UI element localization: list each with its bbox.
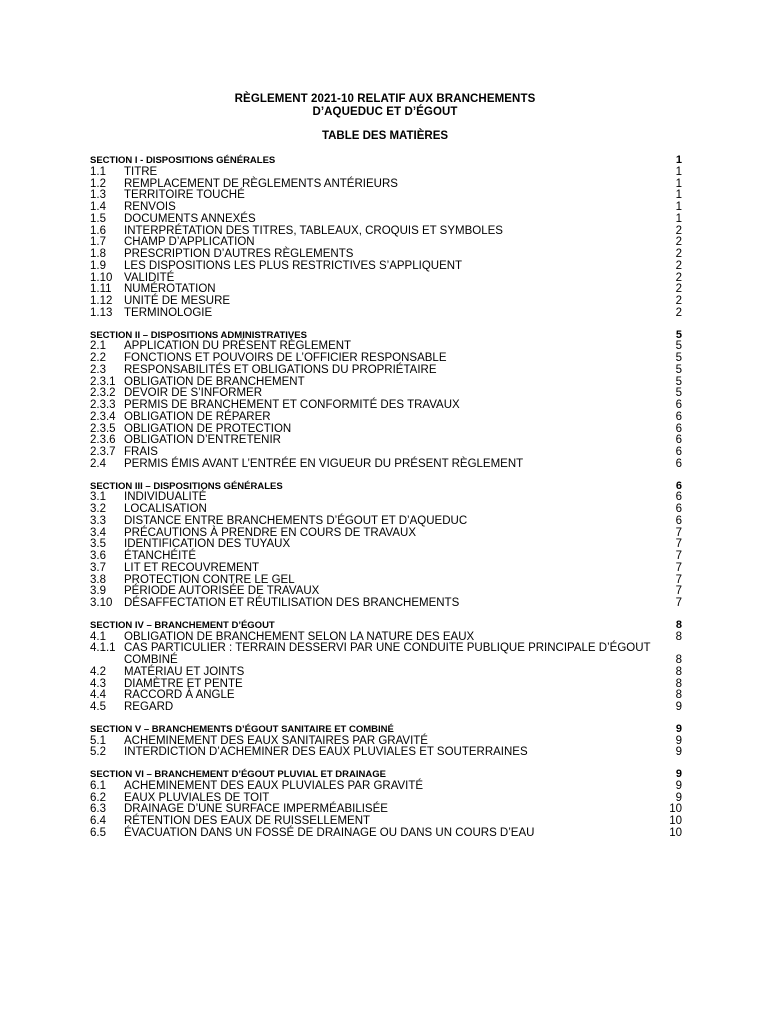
entry-page-number: 5 (675, 352, 682, 364)
entry-number: 1.12 (90, 295, 113, 307)
entry-label: UNITÉ DE MESURE (124, 295, 231, 307)
toc-section (90, 330, 682, 471)
entry-label: TERRITOIRE TOUCHÉ (124, 189, 245, 202)
entry-label: VALIDITÉ (124, 271, 175, 284)
entry-page-number: 5 (675, 387, 682, 400)
entry-label: PRÉCAUTIONS À PRENDRE EN COURS DE TRAVAUX (124, 526, 417, 539)
entry-page-number: 8 (675, 689, 682, 702)
toc-heading: TABLE DES MATIÈRES (321, 130, 449, 142)
toc-entry (90, 202, 682, 214)
section-heading-label: SECTION II – DISPOSITIONS ADMINISTRATIVES (90, 329, 307, 341)
entry-label: OBLIGATION DE RÉPARER (124, 410, 271, 423)
entry-number: 5.2 (90, 746, 106, 759)
entry-label: RESPONSABILITÉS ET OBLIGATIONS DU PROPRIÉTAIRE (124, 363, 437, 376)
toc-entry (90, 747, 682, 759)
entry-page-number: 8 (675, 630, 682, 643)
entry-label: PRESCRIPTION D’AUTRES RÈGLEMENTS (124, 248, 354, 260)
entry-number: 4.4 (90, 689, 106, 702)
entry-label: FONCTIONS ET POUVOIRS DE L’OFFICIER RESPONSABLE (124, 352, 447, 364)
entry-page-number: 6 (675, 503, 682, 515)
section-page-number: 9 (675, 722, 682, 735)
entry-label: DEVOIR DE S’INFORMER (124, 387, 263, 400)
document-title (0, 93, 770, 119)
entry-number: 2.3.4 (90, 410, 116, 423)
entry-label: ÉVACUATION DANS UN FOSSÉ DE DRAINAGE OU DANS UN COURS D’EAU (124, 826, 535, 839)
entry-number: 3.1 (90, 491, 106, 504)
entry-label: REGARD (124, 701, 174, 713)
entry-number: 1.10 (90, 271, 113, 284)
toc-entry (90, 167, 682, 179)
toc-section (90, 481, 682, 610)
toc-entry (90, 504, 682, 516)
entry-label: INTERPRÉTATION DES TITRES, TABLEAUX, CROQUIS ET SYMBOLES (124, 224, 503, 237)
entry-page-number: 9 (675, 779, 682, 792)
section-heading (90, 620, 682, 632)
toc-entry (90, 353, 682, 365)
entry-number: 1.8 (90, 248, 106, 260)
entry-number: 3.10 (90, 597, 113, 609)
entry-number: 4.1.1 (90, 642, 116, 655)
entry-page-number: 10 (669, 803, 682, 816)
entry-number: 3.8 (90, 573, 106, 586)
entry-label: TITRE (124, 165, 158, 178)
section-heading (90, 155, 682, 167)
toc-entry (90, 296, 682, 308)
toc-entry (90, 667, 682, 679)
section-heading-label: SECTION VI – BRANCHEMENT D’ÉGOUT PLUVIAL ET DRAINAGE (90, 769, 386, 780)
entry-label: FRAIS (124, 446, 158, 458)
entry-label: ACHEMINEMENT DES EAUX PLUVIALES PAR GRAVITÉ (124, 779, 424, 792)
entry-number: 2.2 (90, 352, 106, 364)
entry-page-number: 7 (675, 561, 682, 574)
section-page-number: 1 (675, 154, 682, 166)
entry-page-number: 2 (675, 259, 682, 272)
entry-label: TERMINOLOGIE (124, 306, 213, 319)
entry-label: OBLIGATION DE PROTECTION (124, 422, 292, 435)
entry-page-number: 6 (675, 422, 682, 435)
entry-number: 2.3.1 (90, 375, 116, 388)
entry-number: 1.4 (90, 201, 106, 213)
entry-number: 1.13 (90, 306, 113, 319)
entry-label: REMPLACEMENT DE RÈGLEMENTS ANTÉRIEURS (124, 177, 398, 190)
entry-number: 6.3 (90, 803, 106, 816)
entry-page-number: 8 (675, 677, 682, 690)
entry-label: ÉTANCHÉITÉ (124, 550, 196, 562)
entry-label: PERMIS ÉMIS AVANT L’ENTRÉE EN VIGUEUR DU PRÉSENT RÈGLEMENT (124, 457, 524, 470)
entry-page-number: 9 (675, 701, 682, 713)
entry-number: 1.11 (90, 283, 112, 296)
section-heading-label: SECTION I - DISPOSITIONS GÉNÉRALES (90, 155, 276, 166)
entry-page-number: 1 (675, 177, 682, 190)
entry-label: DRAINAGE D’UNE SURFACE IMPERMÉABILISÉE (124, 803, 388, 816)
section-page-number: 6 (675, 479, 682, 492)
entry-number: 6.4 (90, 815, 106, 827)
toc-entry (90, 365, 682, 377)
entry-number: 5.1 (90, 734, 106, 747)
entry-number: 3.7 (90, 561, 106, 574)
entry-label: MATÉRIAU ET JOINTS (124, 665, 245, 678)
section-heading-label: SECTION IV – BRANCHEMENT D’ÉGOUT (90, 619, 275, 631)
entry-page-number: 8 (675, 654, 682, 666)
entry-number: 4.2 (90, 665, 106, 678)
entry-label: DÉSAFFECTATION ET RÉUTILISATION DES BRANCHEMENTS (124, 597, 460, 609)
entry-label: RENVOIS (124, 201, 176, 213)
entry-page-number: 7 (675, 526, 682, 539)
entry-page-number: 10 (669, 826, 682, 839)
entry-number: 2.3.7 (90, 446, 116, 458)
entry-number: 2.3.5 (90, 422, 116, 435)
entry-number: 1.5 (90, 212, 106, 225)
entry-label: OBLIGATION D’ENTRETENIR (124, 434, 281, 447)
entry-page-number: 1 (675, 189, 682, 202)
entry-page-number: 9 (675, 734, 682, 747)
toc-entry (90, 435, 682, 447)
toc-section (90, 724, 682, 759)
toc-entry (90, 214, 682, 226)
title-line-1: RÈGLEMENT 2021-10 RELATIF AUX BRANCHEMENTS (234, 93, 536, 105)
entry-number: 3.3 (90, 514, 106, 527)
entry-page-number: 10 (669, 815, 682, 827)
entry-number: 6.2 (90, 791, 106, 804)
entry-page-number: 2 (675, 248, 682, 260)
entry-number: 2.3 (90, 363, 106, 376)
toc-entry (90, 261, 682, 273)
entry-page-number: 6 (675, 434, 682, 447)
entry-label: RÉTENTION DES EAUX DE RUISSELLEMENT (124, 815, 371, 827)
entry-label: APPLICATION DU PRÉSENT RÈGLEMENT (124, 340, 352, 353)
section-heading-label: SECTION III – DISPOSITIONS GÉNÉRALES (90, 480, 283, 492)
title-line-2: D’AQUEDUC ET D’ÉGOUT (312, 106, 458, 118)
entry-page-number: 7 (675, 550, 682, 562)
entry-page-number: 7 (675, 573, 682, 586)
entry-label: ACHEMINEMENT DES EAUX SANITAIRES PAR GRAVITÉ (124, 734, 428, 747)
toc-entry (90, 690, 682, 702)
entry-label: NUMÉROTATION (124, 283, 216, 296)
entry-page-number: 6 (675, 457, 682, 470)
section-page-number: 9 (675, 768, 682, 780)
toc-entry (90, 412, 682, 424)
toc-entry (90, 702, 682, 714)
section-page-number: 5 (675, 328, 682, 341)
entry-page-number: 9 (675, 746, 682, 759)
entry-number: 3.6 (90, 550, 106, 562)
section-heading-label: SECTION V – BRANCHEMENTS D’ÉGOUT SANITAIRE ET COMBINÉ (90, 723, 394, 735)
entry-page-number: 6 (675, 399, 682, 411)
entry-number: 4.3 (90, 677, 106, 690)
entry-page-number: 7 (675, 597, 682, 609)
toc-entry (90, 308, 682, 320)
entry-page-number: 6 (675, 514, 682, 527)
entry-label: LES DISPOSITIONS LES PLUS RESTRICTIVES S’APPLIQUENT (124, 259, 463, 272)
entry-page-number: 5 (675, 340, 682, 353)
entry-page-number: 5 (675, 363, 682, 376)
toc-entry (90, 643, 682, 667)
entry-page-number: 2 (675, 224, 682, 237)
entry-page-number: 2 (675, 271, 682, 284)
toc-entry (90, 447, 682, 459)
entry-number: 6.1 (90, 779, 106, 792)
toc-entry (90, 459, 682, 471)
table-of-contents (90, 155, 682, 850)
entry-page-number: 2 (675, 236, 682, 249)
toc-entry (90, 516, 682, 528)
entry-number: 2.3.6 (90, 434, 116, 447)
entry-label: LOCALISATION (124, 503, 207, 515)
entry-label: CAS PARTICULIER : TERRAIN DESSERVI PAR UNE CONDUITE PUBLIQUE PRINCIPALE D’ÉGOUT COMBINÉ (124, 642, 651, 666)
entry-number: 1.1 (90, 165, 106, 178)
entry-page-number: 2 (675, 283, 682, 296)
entry-label: DIAMÈTRE ET PENTE (124, 677, 243, 690)
entry-label: DOCUMENTS ANNEXÉS (124, 212, 256, 225)
entry-number: 3.2 (90, 503, 106, 515)
entry-label: PROTECTION CONTRE LE GEL (124, 573, 295, 586)
entry-number: 1.7 (90, 236, 106, 249)
toc-entry (90, 400, 682, 412)
entry-label: EAUX PLUVIALES DE TOIT (124, 791, 270, 804)
toc-entry (90, 190, 682, 202)
entry-page-number: 6 (675, 410, 682, 423)
section-heading (90, 769, 682, 781)
entry-number: 2.3.3 (90, 399, 116, 411)
toc-section (90, 769, 682, 840)
entry-page-number: 2 (675, 295, 682, 307)
entry-label: LIT ET RECOUVREMENT (124, 561, 260, 574)
entry-page-number: 9 (675, 791, 682, 804)
entry-number: 2.1 (90, 340, 106, 353)
entry-page-number: 5 (675, 375, 682, 388)
toc-entry (90, 563, 682, 575)
entry-page-number: 2 (675, 306, 682, 319)
toc-section (90, 155, 682, 320)
entry-page-number: 1 (675, 201, 682, 213)
entry-label: RACCORD À ANGLE (124, 689, 235, 702)
entry-page-number: 8 (675, 665, 682, 678)
entry-page-number: 6 (675, 446, 682, 458)
entry-number: 3.4 (90, 526, 106, 539)
entry-number: 2.4 (90, 457, 106, 470)
entry-label: INTERDICTION D’ACHEMINER DES EAUX PLUVIALES ET SOUTERRAINES (124, 746, 528, 759)
entry-label: CHAMP D’APPLICATION (124, 236, 255, 249)
entry-page-number: 7 (675, 585, 682, 598)
entry-number: 4.5 (90, 701, 106, 713)
entry-number: 6.5 (90, 826, 106, 839)
entry-label: INDIVIDUALITÉ (124, 491, 207, 504)
toc-section (90, 620, 682, 714)
entry-label: PÉRIODE AUTORISÉE DE TRAVAUX (124, 585, 320, 598)
section-page-number: 8 (675, 618, 682, 631)
entry-number: 3.9 (90, 585, 106, 598)
entry-label: OBLIGATION DE BRANCHEMENT SELON LA NATURE DES EAUX (124, 630, 475, 643)
entry-page-number: 7 (675, 538, 682, 551)
toc-entry (90, 816, 682, 828)
toc-entry (90, 551, 682, 563)
entry-page-number: 6 (675, 491, 682, 504)
entry-number: 1.6 (90, 224, 106, 237)
entry-number: 2.3.2 (90, 387, 116, 400)
entry-label: OBLIGATION DE BRANCHEMENT (124, 375, 305, 388)
entry-label: PERMIS DE BRANCHEMENT ET CONFORMITÉ DES TRAVAUX (124, 399, 460, 411)
entry-page-number: 1 (675, 212, 682, 225)
entry-number: 1.2 (90, 177, 106, 190)
toc-entry (90, 781, 682, 793)
entry-number: 4.1 (90, 630, 106, 643)
entry-number: 1.3 (90, 189, 106, 202)
entry-number: 1.9 (90, 259, 106, 272)
toc-entry (90, 249, 682, 261)
section-heading (90, 724, 682, 736)
entry-label: IDENTIFICATION DES TUYAUX (124, 538, 291, 551)
entry-label: DISTANCE ENTRE BRANCHEMENTS D’ÉGOUT ET D’AQUEDUC (124, 514, 468, 527)
toc-entry (90, 598, 682, 610)
toc-entry (90, 828, 682, 840)
entry-number: 3.5 (90, 538, 106, 551)
entry-page-number: 1 (675, 165, 682, 178)
